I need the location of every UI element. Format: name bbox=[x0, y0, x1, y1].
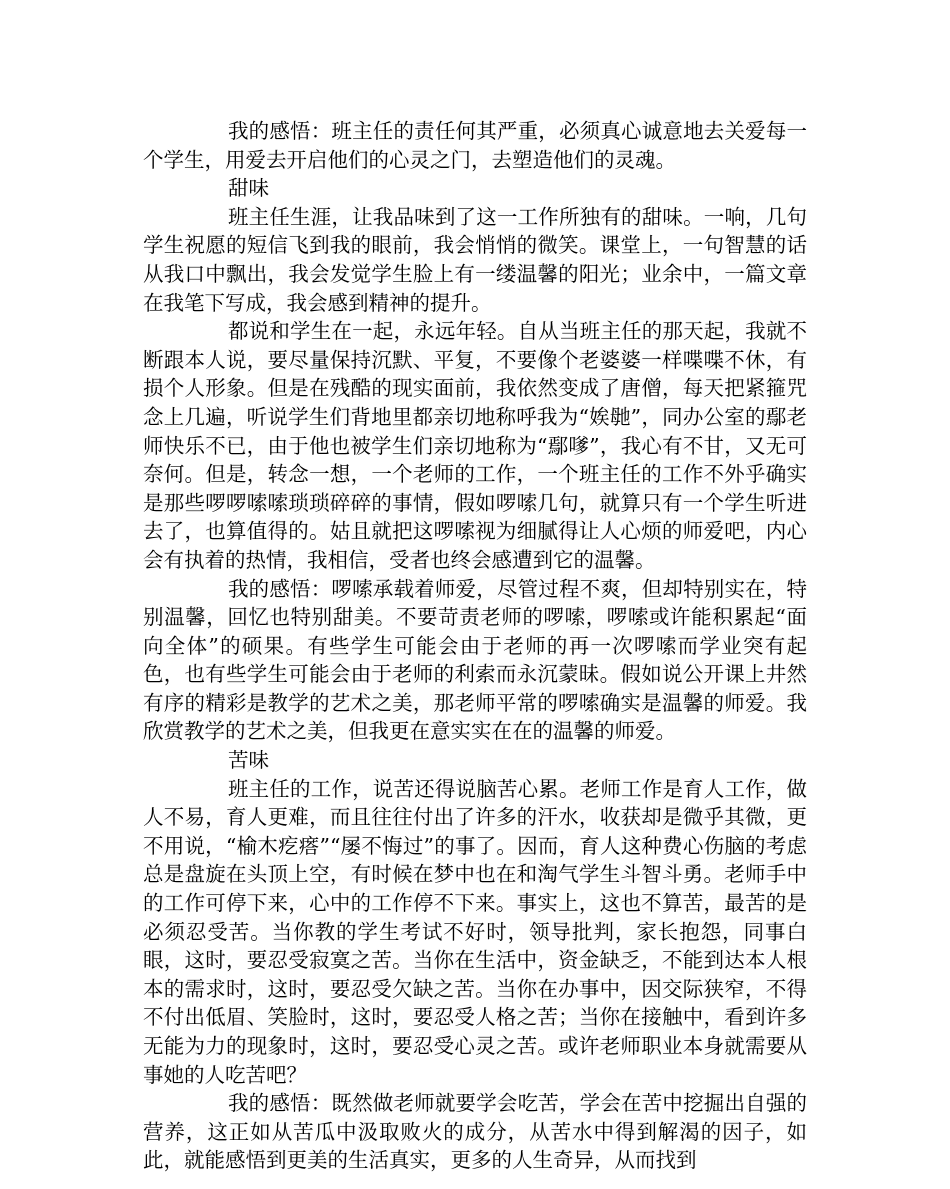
section-heading-bitter: 苦味 bbox=[228, 748, 269, 773]
document-body bbox=[143, 117, 807, 1175]
section-heading-sweet: 甜味 bbox=[228, 176, 269, 201]
paragraph-bitter-work: 班主任的工作，说苦还得说脑苦心累。老师工作是育人工作，做人不易，育人更难，而且往往付出了许多的汗水，收获却是微乎其微，更不用说，“榆木疙瘩”“屡不悔过”的事了。因而，育人这种费心伤脑的考虑总是盘旋在头顶上空，有时候在梦中也在和淘气学生斗智斗勇。老师手中的工作可停下来，心中的工作停不下来。事实上，这也不算苦，最苦的是必须忍受苦。当你教的学生考试不好时，领导批判，家长抱怨，同事白眼，这时，要忍受寂寞之苦。当你在生活中，资金缺乏，不能到达本人根本的需求时，这时，要忍受欠缺之苦。当你在办事中，因交际狭窄，不得不付出低眉、笑脸时，这时，要忍受人格之苦；当你在接触中，看到许多无能为力的现象时，这时，要忍受心灵之苦。或许老师职业本身就需要从事她的人吃苦吧？ bbox=[143, 776, 807, 1087]
paragraph-nagging: 都说和学生在一起，永远年轻。自从当班主任的那天起，我就不断跟本人说，要尽量保持沉默、平复，不要像个老婆婆一样喋喋不休，有损个人形象。但是在残酷的现实面前，我依然变成了唐僧，每天把紧箍咒念上几遍，听说学生们背地里都亲切地称呼我为“娭毑”，同办公室的鄢老师快乐不已，由于他也被学生们亲切地称为“鄢嗲”，我心有不甘，又无可奈何。但是，转念一想，一个老师的工作，一个班主任的工作不外乎确实是那些啰啰嗦嗦琐琐碎碎的事情，假如啰嗦几句，就算只有一个学生听进去了，也算值得的。姑且就把这啰嗦视为细腻得让人心烦的师爱吧，内心会有执着的热情，我相信，受者也终会感遭到它的温馨。 bbox=[143, 319, 807, 572]
paragraph-reflection-responsibility: 我的感悟：班主任的责任何其严重，必须真心诚意地去关爱每一个学生，用爱去开启他们的心灵之门，去塑造他们的灵魂。 bbox=[143, 119, 807, 172]
paragraph-sweet-career: 班主任生涯，让我品味到了这一工作所独有的甜味。一响，几句学生祝愿的短信飞到我的眼前，我会悄悄的微笑。课堂上，一句智慧的话从我口中飘出，我会发觉学生脸上有一缕温馨的阳光；业余中，一篇文章在我笔下写成，我会感到精神的提升。 bbox=[143, 204, 807, 315]
paragraph-reflection-nagging: 我的感悟：啰嗦承载着师爱，尽管过程不爽，但却特别实在，特别温馨，回忆也特别甜美。不要苛责老师的啰嗦，啰嗦或许能积累起“面向全体”的硕果。有些学生可能会由于老师的再一次啰嗦而学业突有起色，也有些学生可能会由于老师的利索而永沉蒙昧。假如说公开课上井然有序的精彩是教学的艺术之美，那老师平常的啰嗦确实是温馨的师爱。我欣赏教学的艺术之美，但我更在意实实在在的温馨的师爱。 bbox=[143, 576, 807, 744]
paragraph-reflection-hardship: 我的感悟：既然做老师就要学会吃苦，学会在苦中挖掘出自强的营养，这正如从苦瓜中汲取败火的成分，从苦水中得到解渴的因子，如此，就能感悟到更美的生活真实，更多的人生奇异，从而找到 bbox=[143, 1091, 807, 1173]
